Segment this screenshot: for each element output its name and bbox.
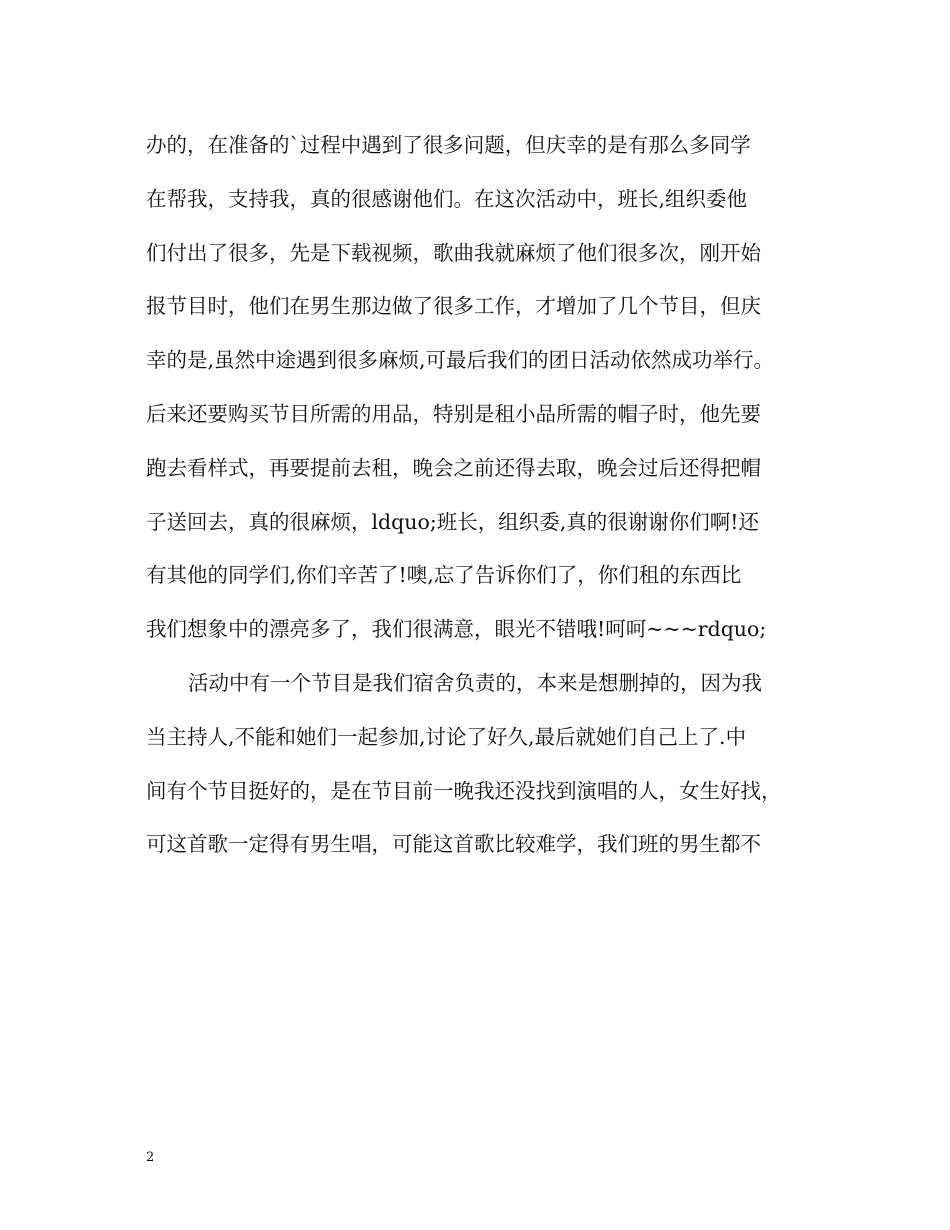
paragraph-start-line: 活动中有一个节目是我们宿舍负责的，本来是想删掉的，因为我 [188,670,762,695]
text-line: 间有个节目挺好的，是在节目前一晚我还没找到演唱的人，女生好找， [146,778,782,803]
text-line: 们付出了很多，先是下载视频，歌曲我就麻烦了他们很多次，刚开始 [146,240,761,265]
body-text [146,128,816,881]
text-line: 后来还要购买节目所需的用品，特别是租小品所需的帽子时，他先要 [146,401,761,426]
text-line: 可这首歌一定得有男生唱，可能这首歌比较难学，我们班的男生都不 [146,832,761,857]
text-line: 报节目时，他们在男生那边做了很多工作，才增加了几个节目，但庆 [146,294,761,319]
text-line: 跑去看样式，再要提前去租，晚会之前还得去取，晚会过后还得把帽 [146,455,761,480]
text-line: 我们想象中的漂亮多了，我们很满意，眼光不错哦!呵呵~~~rdquo; [146,617,767,642]
text-line: 有其他的同学们,你们辛苦了!噢,忘了告诉你们了，你们租的东西比 [146,563,742,588]
text-line: 子送回去，真的很麻烦，ldquo;班长，组织委,真的很谢谢你们啊!还 [146,509,760,534]
page-number: 2 [146,1150,155,1165]
text-line: 在帮我，支持我，真的很感谢他们。在这次活动中，班长,组织委他 [146,186,748,211]
text-line: 办的，在准备的`过程中遇到了很多问题，但庆幸的是有那么多同学 [146,133,751,157]
text-line: 当主持人,不能和她们一起参加,讨论了好久,最后就她们自己上了.中 [146,724,747,749]
text-line: 幸的是,虽然中途遇到很多麻烦,可最后我们的团日活动依然成功举行。 [146,348,775,373]
